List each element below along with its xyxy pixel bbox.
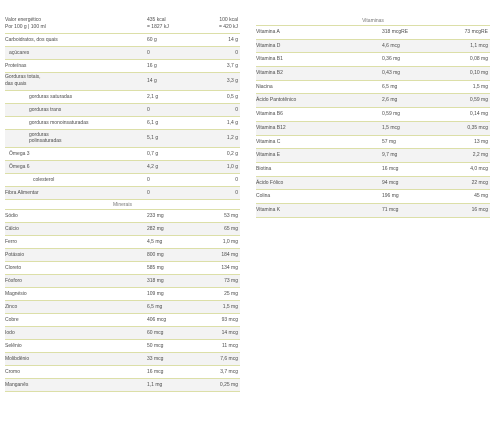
table-row: [5, 130, 240, 148]
vitamins-table: [256, 16, 490, 218]
row-label: Vitamina A: [256, 29, 280, 35]
row-value: 6,5 mg: [382, 83, 398, 90]
table-row: [5, 148, 240, 161]
row-value: 0,59 mg: [469, 97, 488, 104]
row-value: 22 mcg: [471, 179, 488, 186]
row-label: das quais: [5, 81, 27, 87]
row-value: 3,3 g: [226, 78, 238, 84]
table-row: [256, 81, 490, 95]
row-label: Colina: [256, 193, 271, 200]
row-value: 0,25 mg: [219, 382, 238, 388]
row-value: 585 mg: [147, 265, 164, 271]
row-value: 4,6 mcg: [382, 42, 400, 49]
row-value: 1,5 mcg: [382, 124, 400, 131]
row-value: 1,0 mg: [222, 239, 238, 245]
row-value: 196 mg: [382, 193, 399, 200]
row-value: 16 g: [147, 63, 157, 69]
row-label: Molibdênio: [5, 356, 30, 362]
row-label: Cloreto: [5, 265, 22, 271]
row-value: 318 mcgRE: [382, 29, 409, 35]
row-value: 134 mg: [221, 265, 238, 271]
table-row: [256, 67, 490, 81]
row-value: 0: [147, 177, 150, 183]
vitamins-list: [256, 26, 490, 218]
table-row: [5, 117, 240, 130]
table-row: [5, 262, 240, 275]
row-label: gorduras: [29, 132, 49, 138]
row-label: Cálcio: [5, 226, 19, 232]
row-value: 0: [235, 50, 238, 56]
minerals-heading: [5, 200, 240, 210]
row-label: Ácido Pantotênico: [256, 97, 297, 104]
row-value: 9,7 mg: [382, 152, 398, 159]
row-label: Vitamina B1: [256, 56, 283, 63]
row-value: 93 mcg: [221, 317, 238, 323]
row-value: 0,2 g: [226, 151, 238, 157]
row-label: Sódio: [5, 213, 18, 219]
row-value: 0,35 mcg: [467, 124, 488, 131]
row-value: 60 g: [147, 37, 157, 43]
row-label: Selênio: [5, 343, 22, 349]
row-label: Gorduras totais,: [5, 74, 41, 80]
row-label: Magnésio: [5, 291, 27, 297]
table-row: [5, 275, 240, 288]
row-value: 184 mg: [221, 252, 238, 258]
row-label: Niacina: [256, 83, 273, 90]
row-value: 1,1 mcg: [470, 42, 488, 49]
row-label: Zinco: [5, 304, 18, 310]
row-label: Vitamina B2: [256, 70, 283, 77]
section-title: Vitaminas: [362, 18, 384, 24]
row-value: 0: [147, 190, 150, 196]
row-value: 1,2 g: [226, 135, 238, 141]
nutrition-table: [5, 16, 240, 392]
row-value: 0: [235, 190, 238, 196]
table-row: [5, 301, 240, 314]
row-label: Iodo: [5, 330, 15, 336]
row-value: 2,6 mg: [382, 97, 398, 104]
table-row: [5, 104, 240, 117]
row-value: 0,7 g: [147, 151, 159, 157]
row-value: 60 mcg: [147, 330, 164, 336]
table-row: [5, 327, 240, 340]
row-label: Ômega 6: [9, 164, 30, 170]
table-row: [5, 379, 240, 392]
row-value: 71 mcg: [382, 206, 399, 213]
table-row: [5, 223, 240, 236]
table-row: [256, 136, 490, 150]
table-row: [5, 47, 240, 60]
row-label: Manganês: [5, 382, 29, 388]
row-label: Vitamina D: [256, 42, 281, 49]
row-label: Potássio: [5, 252, 25, 258]
table-row: [256, 190, 490, 204]
header-row: [5, 16, 240, 34]
row-value: 3,7 g: [226, 63, 238, 69]
row-value: 0,5 g: [226, 94, 238, 100]
table-row: [5, 314, 240, 327]
table-row: [256, 53, 490, 67]
row-value: 4,5 mg: [147, 239, 163, 245]
energy-kcal-435: 435 kcal: [147, 17, 166, 23]
row-value: 0,43 mg: [382, 70, 401, 77]
table-row: [256, 26, 490, 40]
row-value: 6,5 mg: [147, 304, 163, 310]
row-value: 57 mg: [382, 138, 396, 145]
row-label: Proteínas: [5, 63, 27, 69]
row-value: 5,1 g: [147, 135, 159, 141]
table-row: [256, 40, 490, 54]
table-row: [5, 340, 240, 353]
row-value: 1,4 g: [226, 120, 238, 126]
table-row: [5, 366, 240, 379]
row-value: 14 mcg: [221, 330, 238, 336]
row-value: 800 mg: [147, 252, 164, 258]
table-row: [256, 94, 490, 108]
table-row: [5, 236, 240, 249]
row-label: Ômega 3: [9, 151, 30, 157]
energy-label: Valor energético: [5, 17, 42, 23]
table-row: [5, 161, 240, 174]
row-label: Cromo: [5, 369, 21, 375]
row-value: 1,0 g: [226, 164, 238, 170]
table-row: [256, 108, 490, 122]
row-value: 1,5 mg: [222, 304, 238, 310]
row-value: 4,2 g: [147, 164, 159, 170]
table-row: [256, 163, 490, 177]
row-label: Ácido Fólico: [256, 179, 284, 186]
table-row: [5, 73, 240, 91]
row-value: 14 g: [228, 37, 238, 43]
per-100-label: Por 100 g | 100 ml: [5, 24, 46, 30]
row-value: 0,36 mg: [382, 56, 401, 63]
row-label: Ferro: [5, 239, 17, 245]
row-label: Vitamina B12: [256, 124, 286, 131]
row-value: 14 g: [147, 78, 157, 84]
row-value: 73 mcgRE: [464, 29, 488, 35]
row-value: 233 mg: [147, 213, 164, 219]
row-label: Vitamina B6: [256, 111, 283, 118]
row-value: 2,1 g: [147, 94, 159, 100]
minerals-list: [5, 210, 240, 392]
row-label: Carboidratos, dos quais: [5, 37, 58, 43]
table-row: [5, 34, 240, 47]
row-label: Vitamina K: [256, 206, 281, 213]
table-row: [5, 288, 240, 301]
table-row: [5, 210, 240, 223]
row-value: 94 mcg: [382, 179, 399, 186]
row-label: Biotina: [256, 165, 272, 172]
row-label: colesterol: [33, 177, 55, 183]
table-row: [256, 149, 490, 163]
row-value: 0,59 mg: [382, 111, 401, 118]
row-value: 0,08 mg: [469, 56, 488, 63]
row-value: 16 mcg: [471, 206, 488, 213]
row-value: 7,6 mcg: [220, 356, 238, 362]
row-value: 45 mg: [474, 193, 488, 200]
table-row: [5, 249, 240, 262]
table-row: [256, 122, 490, 136]
row-value: 53 mg: [224, 213, 238, 219]
row-value: 2,2 mg: [472, 152, 488, 159]
row-value: 0: [235, 107, 238, 113]
table-row: [5, 60, 240, 73]
row-value: 282 mg: [147, 226, 164, 232]
row-value: 11 mcg: [221, 343, 238, 349]
row-value: 0,14 mg: [469, 111, 488, 118]
row-label: polinsaturadas: [29, 138, 62, 144]
row-value: 0: [235, 177, 238, 183]
row-label: gorduras trans: [29, 107, 62, 113]
table-row: [5, 187, 240, 200]
table-row: [5, 91, 240, 104]
row-value: 33 mcg: [147, 356, 164, 362]
energy-kcal-100: 100 kcal: [219, 17, 238, 23]
row-value: 16 mcg: [147, 369, 164, 375]
row-label: Fibra Alimentar: [5, 190, 39, 196]
row-value: 318 mg: [147, 278, 164, 284]
table-row: [5, 174, 240, 187]
row-label: Vitamina C: [256, 138, 281, 145]
row-label: gorduras monoinsaturadas: [29, 120, 89, 126]
row-value: 6,1 g: [147, 120, 159, 126]
row-label: Fósforo: [5, 278, 22, 284]
row-value: 0: [147, 50, 150, 56]
energy-kj-1827: = 1827 kJ: [147, 24, 169, 30]
row-value: 0,10 mg: [469, 70, 488, 77]
row-value: 1,5 mg: [472, 83, 488, 90]
row-label: Cobre: [5, 317, 19, 323]
row-label: gorduras saturadas: [29, 94, 73, 100]
row-value: 1,1 mg: [147, 382, 163, 388]
row-value: 65 mg: [224, 226, 238, 232]
section-title: Minerais: [113, 202, 132, 208]
energy-kj-420: = 420 kJ: [218, 24, 238, 30]
row-label: Vitamina E: [256, 152, 281, 159]
row-value: 16 mcg: [382, 165, 399, 172]
row-value: 50 mcg: [147, 343, 164, 349]
table-row: [256, 204, 490, 218]
row-value: 73 mg: [224, 278, 238, 284]
row-value: 25 mg: [224, 291, 238, 297]
row-value: 4,0 mcg: [470, 165, 488, 172]
table-row: [256, 177, 490, 191]
row-value: 13 mg: [474, 138, 488, 145]
row-value: 109 mg: [147, 291, 164, 297]
row-value: 406 mcg: [147, 317, 167, 323]
vitamins-heading: [256, 16, 490, 26]
table-row: [5, 353, 240, 366]
row-label: açúcares: [9, 50, 30, 56]
row-value: 3,7 mcg: [220, 369, 238, 375]
row-value: 0: [147, 107, 150, 113]
